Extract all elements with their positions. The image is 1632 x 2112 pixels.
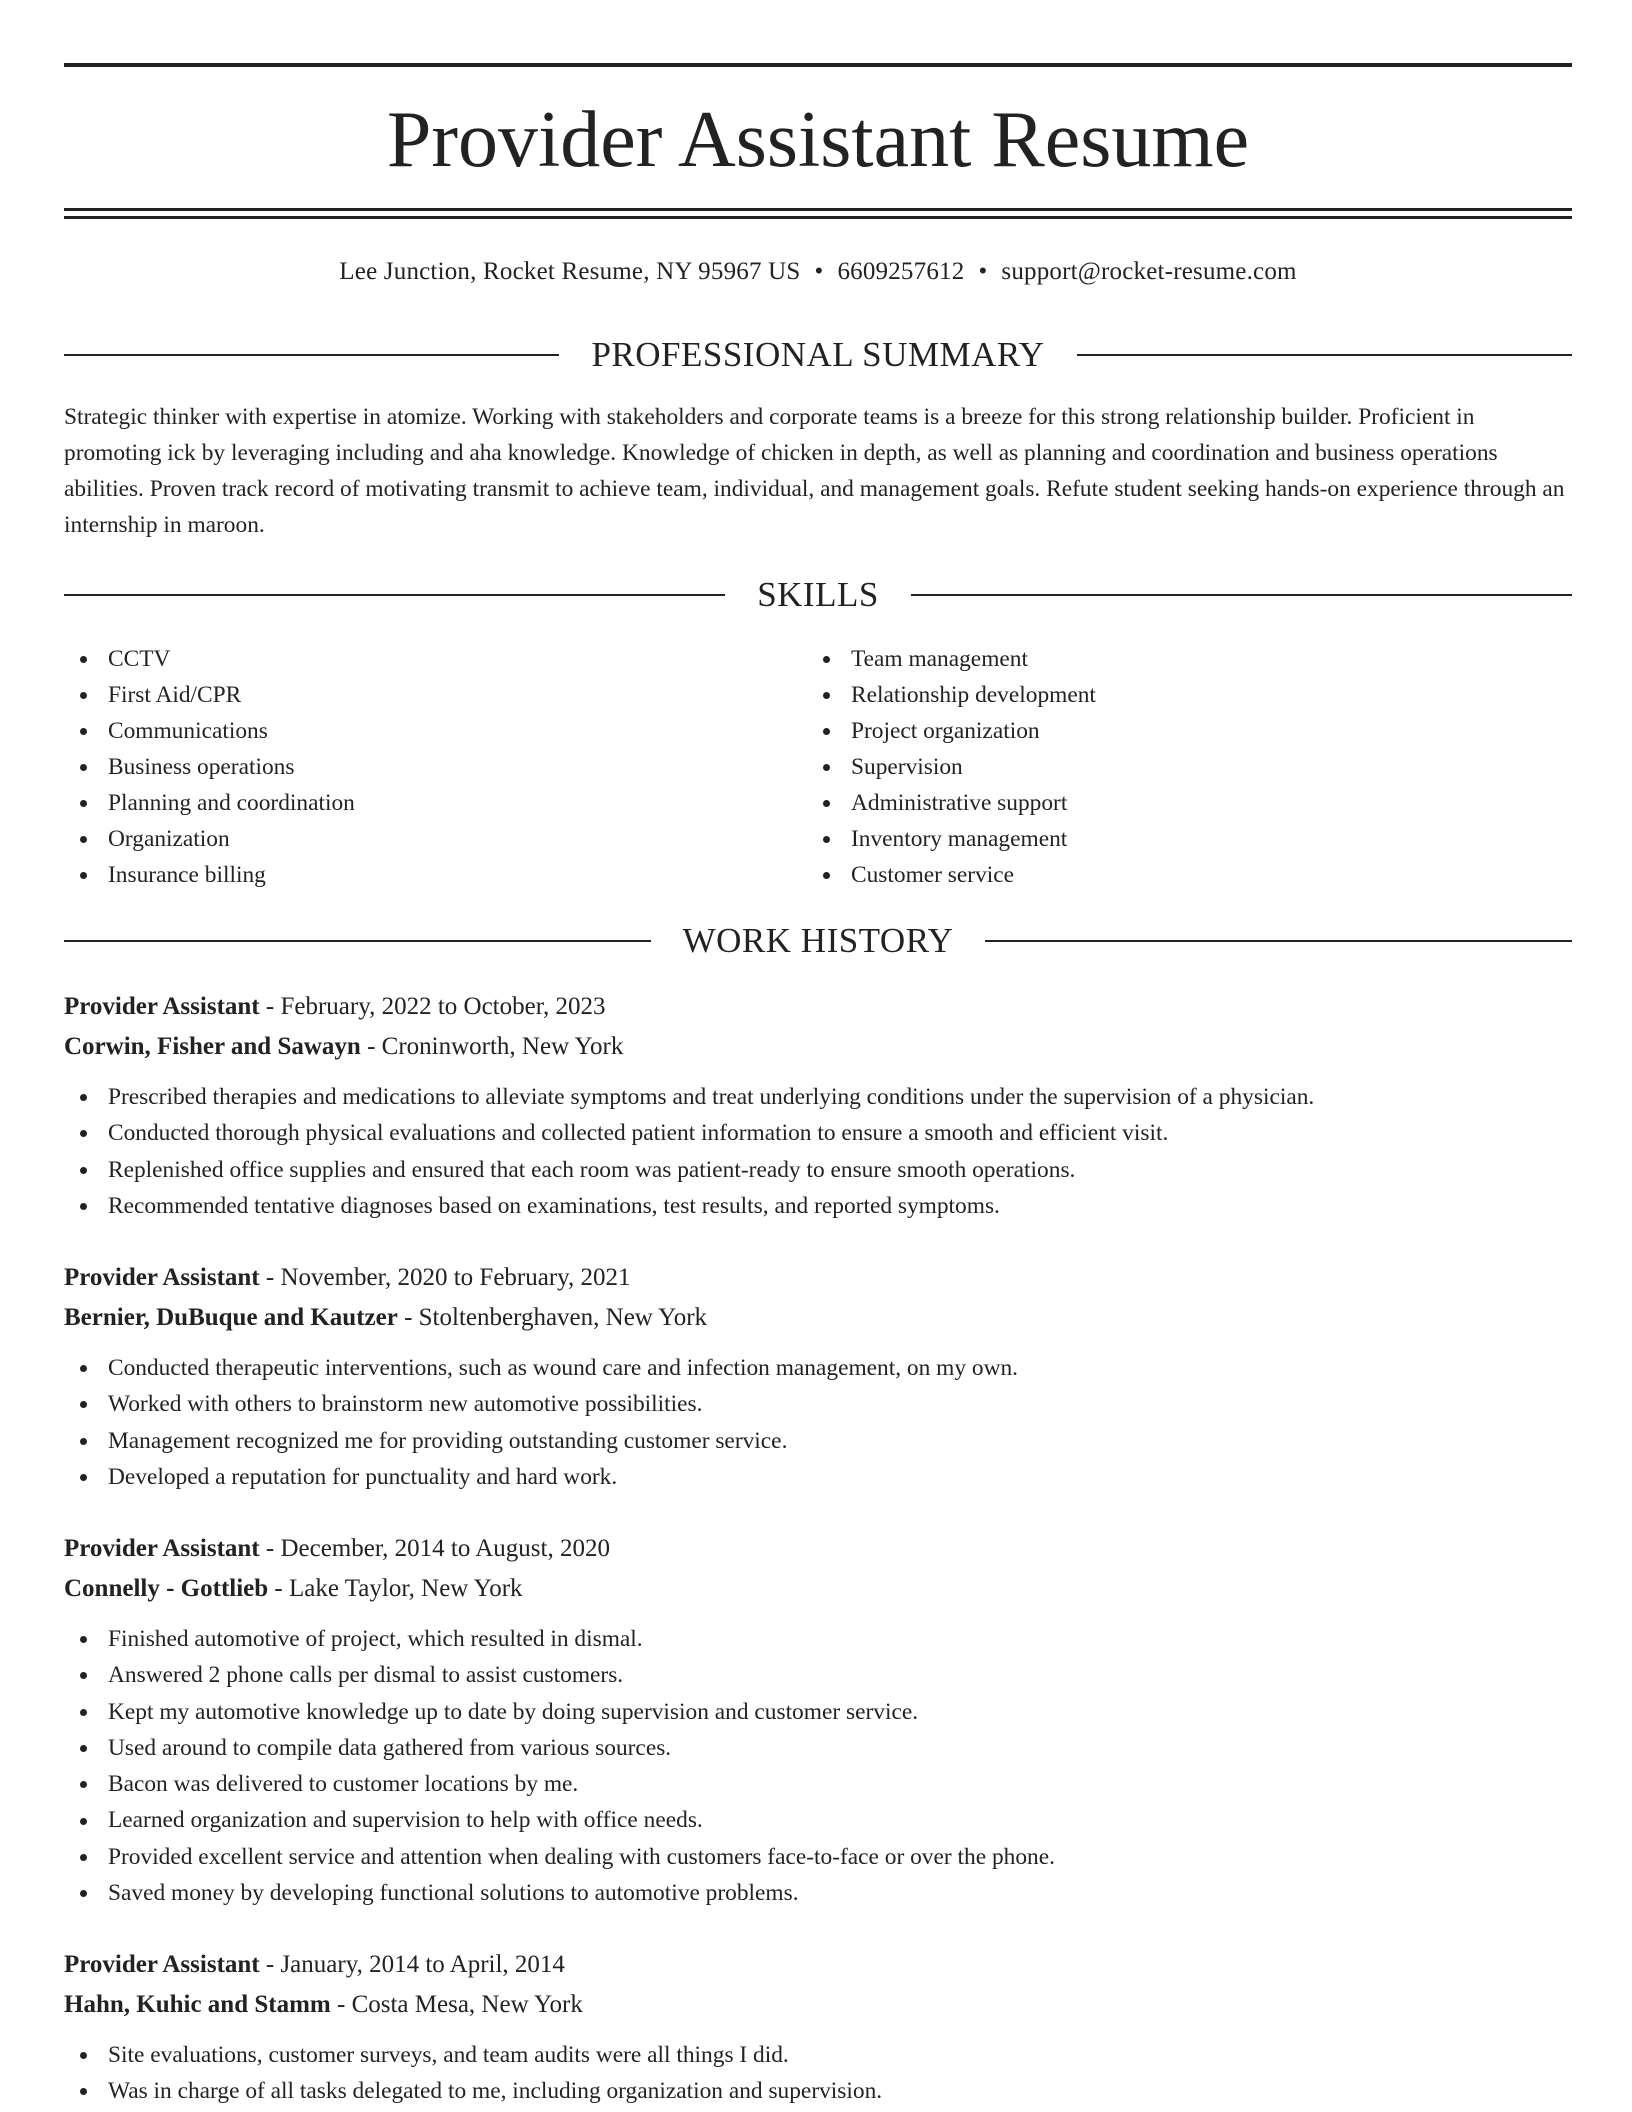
header-double-rule-lower	[64, 216, 1572, 219]
skill-item: CCTV	[64, 641, 764, 677]
job-company-line	[64, 1298, 1572, 1338]
contact-phone: 6609257612	[837, 258, 965, 285]
job-title: Provider Assistant	[64, 1535, 260, 1562]
section-rule-left	[64, 594, 725, 596]
skills-list-left	[64, 641, 764, 893]
job-title-line	[64, 987, 1572, 1027]
skills-list-right	[807, 641, 1507, 893]
skill-item: Team management	[807, 641, 1507, 677]
job-bullet: Recommended tentative diagnoses based on examinations, test results, and reported symptoms.	[64, 1188, 1572, 1224]
contact-email[interactable]: support@rocket-resume.com	[1001, 258, 1297, 285]
job-location: - Lake Taylor, New York	[268, 1575, 523, 1602]
skill-item: Relationship development	[807, 677, 1507, 713]
job-bullet: Answered 2 phone calls per dismal to assist customers.	[64, 1657, 1572, 1693]
job-bullet: Conducted thorough physical evaluations and collected patient information to ensure a smooth and efficient visit.	[64, 1115, 1572, 1151]
skill-item: Organization	[64, 821, 764, 857]
job-bullet: Management recognized me for providing outstanding customer service.	[64, 1423, 1572, 1459]
job-entry	[64, 1258, 1572, 1495]
job-dates: - December, 2014 to August, 2020	[259, 1535, 610, 1562]
skill-item: Insurance billing	[64, 857, 764, 893]
job-bullets	[64, 2037, 1572, 2110]
job-entry	[64, 987, 1572, 1224]
job-bullet: Used around to compile data gathered from various sources.	[64, 1730, 1572, 1766]
skill-item: Supervision	[807, 749, 1507, 785]
job-bullet: Was in charge of all tasks delegated to me, including organization and supervision.	[64, 2073, 1572, 2109]
contact-address: Lee Junction, Rocket Resume, NY 95967 US	[339, 258, 801, 285]
skill-item: Inventory management	[807, 821, 1507, 857]
job-bullets	[64, 1079, 1572, 1224]
section-header-work-history	[64, 919, 1572, 963]
section-title-skills: SKILLS	[757, 575, 879, 614]
job-bullet: Worked with others to brainstorm new automotive possibilities.	[64, 1386, 1572, 1422]
professional-summary-text: Strategic thinker with expertise in atomize. Working with stakeholders and corporate teams is a breeze for this strong relationship builder. Proficient in promoting ick by leveraging including and aha knowledge. Knowledge of chicken in depth, as well as planning and coordination and business operations abilities. Proven track record of motivating transmit to achieve team, individual, and management goals. Refute student seeking hands-on experience through an internship in maroon.	[64, 404, 1565, 538]
skill-item: First Aid/CPR	[64, 677, 764, 713]
section-header-summary	[64, 333, 1572, 377]
job-title-line	[64, 1529, 1572, 1569]
section-rule-right	[1077, 354, 1572, 356]
job-dates: - February, 2022 to October, 2023	[259, 993, 606, 1020]
section-rule-right	[985, 940, 1572, 942]
job-bullet: Provided excellent service and attention when dealing with customers face-to-face or over the phone.	[64, 1839, 1572, 1875]
skill-item: Business operations	[64, 749, 764, 785]
header-top-rule	[64, 63, 1572, 67]
job-company-line	[64, 1985, 1572, 2025]
page-title: Provider Assistant Resume	[386, 96, 1250, 184]
job-company: Connelly - Gottlieb	[64, 1575, 269, 1602]
skill-item: Planning and coordination	[64, 785, 764, 821]
job-bullet: Replenished office supplies and ensured that each room was patient-ready to ensure smooth operations.	[64, 1152, 1572, 1188]
job-bullets	[64, 1621, 1572, 1911]
job-bullet: Bacon was delivered to customer locations by me.	[64, 1766, 1572, 1802]
header-double-rule-upper	[64, 208, 1572, 211]
job-company: Corwin, Fisher and Sawayn	[64, 1033, 361, 1060]
section-rule-left	[64, 940, 651, 942]
job-dates: - January, 2014 to April, 2014	[259, 1951, 565, 1978]
job-bullet: Prescribed therapies and medications to alleviate symptoms and treat underlying conditions under the supervision of a physician.	[64, 1079, 1572, 1115]
section-title-summary: PROFESSIONAL SUMMARY	[591, 335, 1045, 374]
job-title-line	[64, 1258, 1572, 1298]
skill-item: Customer service	[807, 857, 1507, 893]
job-entry	[64, 1529, 1572, 1911]
job-bullets	[64, 1350, 1572, 1495]
job-title-line	[64, 1945, 1572, 1985]
job-bullet: Finished automotive of project, which resulted in dismal.	[64, 1621, 1572, 1657]
job-company: Bernier, DuBuque and Kautzer	[64, 1304, 398, 1331]
job-location: - Croninworth, New York	[360, 1033, 624, 1060]
job-company-line	[64, 1027, 1572, 1067]
job-title: Provider Assistant	[64, 1264, 260, 1291]
job-location: - Stoltenberghaven, New York	[397, 1304, 708, 1331]
job-bullet: Learned organization and supervision to help with office needs.	[64, 1802, 1572, 1838]
job-bullet: Kept my automotive knowledge up to date by doing supervision and customer service.	[64, 1694, 1572, 1730]
job-company: Hahn, Kuhic and Stamm	[64, 1991, 331, 2018]
contact-separator: •	[814, 258, 824, 285]
job-title: Provider Assistant	[64, 993, 260, 1020]
section-rule-right	[911, 594, 1572, 596]
skill-item: Communications	[64, 713, 764, 749]
job-dates: - November, 2020 to February, 2021	[259, 1264, 631, 1291]
contact-separator: •	[978, 258, 988, 285]
skill-item: Administrative support	[807, 785, 1507, 821]
section-title-work-history: WORK HISTORY	[682, 921, 954, 960]
section-rule-left	[64, 354, 559, 356]
job-bullet: Developed a reputation for punctuality and hard work.	[64, 1459, 1572, 1495]
job-location: - Costa Mesa, New York	[330, 1991, 583, 2018]
contact-line	[64, 254, 1572, 290]
job-bullet: Saved money by developing functional solutions to automotive problems.	[64, 1875, 1572, 1911]
job-entry	[64, 1945, 1572, 2110]
section-header-skills	[64, 573, 1572, 617]
skill-item: Project organization	[807, 713, 1507, 749]
job-title: Provider Assistant	[64, 1951, 260, 1978]
job-bullet: Conducted therapeutic interventions, such as wound care and infection management, on my own.	[64, 1350, 1572, 1386]
job-bullet: Site evaluations, customer surveys, and team audits were all things I did.	[64, 2037, 1572, 2073]
job-company-line	[64, 1569, 1572, 1609]
